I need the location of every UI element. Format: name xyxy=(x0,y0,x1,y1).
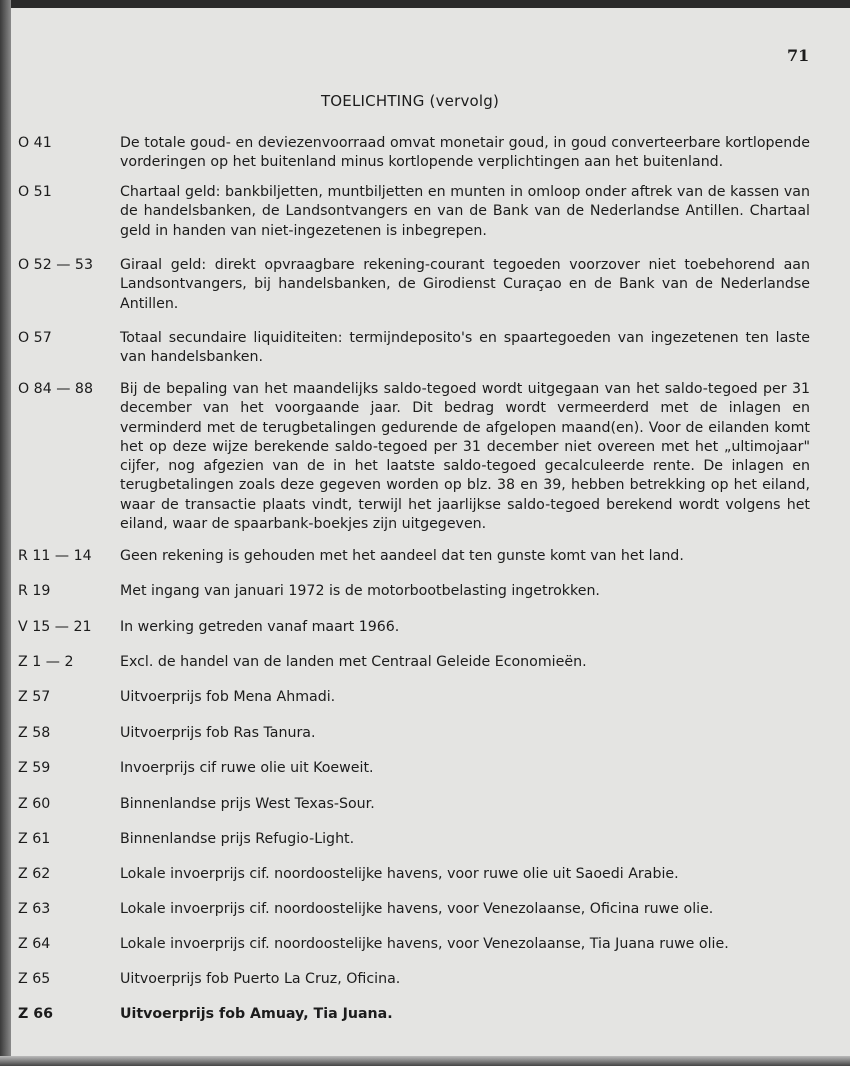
note-code: O 51 xyxy=(18,184,52,200)
note-entry xyxy=(18,380,810,534)
note-entry xyxy=(18,329,810,368)
scan-binding-edge xyxy=(0,0,11,1066)
note-text: Binnenlandse prijs Refugio-Light. xyxy=(120,831,355,847)
note-text: Bij de bepaling van het maandelijks saldo-tegoed wordt uitgegaan van het saldo-tegoed per 31 december van het voorgaande jaar. Dit bedrag wordt vermeerderd met de inlagen en verminderd met de terugbetalingen gedurende de afgelopen maand(en). Voor de eilanden komt het op deze wijze berekende saldo-tegoed per 31 december niet overeen met het „ultimojaar" cijfer, nog afgezien van de in het laatste saldo-tegoed gecalculeerde rente. De inlagen en terugbetalingen zoals deze gegeven worden op blz. 38 en 39, hebben betrekking op het eiland, waar de transactie plaats vindt, terwijl het jaarlijkse saldo-tegoed berekend wordt volgens het eiland, waar de spaarbank-boekjes zijn uitgegeven. xyxy=(120,381,810,533)
scan-bottom-edge xyxy=(0,1056,850,1066)
note-entry xyxy=(18,256,810,314)
note-text: Giraal geld: direkt opvraagbare rekening-courant tegoeden voorzover niet toebehorend aan Landsontvangers, bij handelsbanken, de Girodienst Curaçao en de Bank van de Nederlandse Antillen. xyxy=(120,257,810,312)
note-entry xyxy=(18,618,810,637)
note-text: Excl. de handel van de landen met Centraal Geleide Economieën. xyxy=(120,654,587,670)
note-entry xyxy=(18,724,810,743)
note-entry xyxy=(18,935,810,954)
note-code: Z 57 xyxy=(18,689,51,705)
note-text: Chartaal geld: bankbiljetten, muntbiljetten en munten in omloop onder aftrek van de kassen van de handelsbanken, de Landsontvangers en van de Bank van de Nederlandse Antillen. Chartaal geld in handen van niet-ingezetenen is inbegrepen. xyxy=(120,184,810,239)
note-text: Uitvoerprijs fob Puerto La Cruz, Oficina. xyxy=(120,971,401,987)
note-code: Z 1 — 2 xyxy=(18,654,74,670)
note-text: Lokale invoerprijs cif. noordoostelijke havens, voor ruwe olie uit Saoedi Arabie. xyxy=(120,866,679,882)
page-number: 71 xyxy=(787,46,810,65)
note-code: Z 66 xyxy=(18,1006,53,1022)
note-code: Z 59 xyxy=(18,760,51,776)
note-code: O 84 — 88 xyxy=(18,381,93,397)
note-entry xyxy=(18,865,810,884)
note-text: Lokale invoerprijs cif. noordoostelijke havens, voor Venezolaanse, Tia Juana ruwe olie. xyxy=(120,936,729,952)
note-code: Z 58 xyxy=(18,725,51,741)
note-text: In werking getreden vanaf maart 1966. xyxy=(120,619,400,635)
page-title: TOELICHTING (vervolg) xyxy=(320,92,500,110)
note-entry xyxy=(18,759,810,778)
note-code: O 41 xyxy=(18,135,52,151)
note-text: De totale goud- en deviezenvoorraad omvat monetair goud, in goud converteerbare kortlopende vorderingen op het buitenland minus kortlopende verplichtingen aan het buitenland. xyxy=(120,135,810,171)
scan-top-edge xyxy=(0,0,850,8)
note-text: Binnenlandse prijs West Texas-Sour. xyxy=(120,796,375,812)
note-text: Met ingang van januari 1972 is de motorbootbelasting ingetrokken. xyxy=(120,583,600,599)
note-code: Z 62 xyxy=(18,866,51,882)
note-text: Uitvoerprijs fob Amuay, Tia Juana. xyxy=(120,1006,393,1022)
note-code: Z 60 xyxy=(18,796,51,812)
note-entry xyxy=(18,795,810,814)
note-code: R 11 — 14 xyxy=(18,548,92,564)
note-code: R 19 xyxy=(18,583,51,599)
note-text: Invoerprijs cif ruwe olie uit Koeweit. xyxy=(120,760,374,776)
note-code: O 52 — 53 xyxy=(18,257,93,273)
note-code: Z 64 xyxy=(18,936,51,952)
note-entry xyxy=(18,900,810,919)
note-code: Z 63 xyxy=(18,901,51,917)
note-entry xyxy=(18,1005,810,1024)
note-text: Uitvoerprijs fob Mena Ahmadi. xyxy=(120,689,336,705)
note-entry xyxy=(18,582,810,601)
note-code: Z 65 xyxy=(18,971,51,987)
note-entry xyxy=(18,134,810,173)
note-entry xyxy=(18,970,810,989)
note-code: V 15 — 21 xyxy=(18,619,92,635)
note-text: Lokale invoerprijs cif. noordoostelijke havens, voor Venezolaanse, Oficina ruwe olie. xyxy=(120,901,714,917)
note-code: O 57 xyxy=(18,330,52,346)
note-text: Uitvoerprijs fob Ras Tanura. xyxy=(120,725,316,741)
note-code: Z 61 xyxy=(18,831,51,847)
note-entry xyxy=(18,183,810,241)
note-entry xyxy=(18,547,810,566)
note-text: Geen rekening is gehouden met het aandeel dat ten gunste komt van het land. xyxy=(120,548,684,564)
note-text: Totaal secundaire liquiditeiten: termijndeposito's en spaartegoeden van ingezetenen ten laste van handelsbanken. xyxy=(120,330,810,366)
note-entry xyxy=(18,688,810,707)
note-entry xyxy=(18,830,810,849)
note-entry xyxy=(18,653,810,672)
